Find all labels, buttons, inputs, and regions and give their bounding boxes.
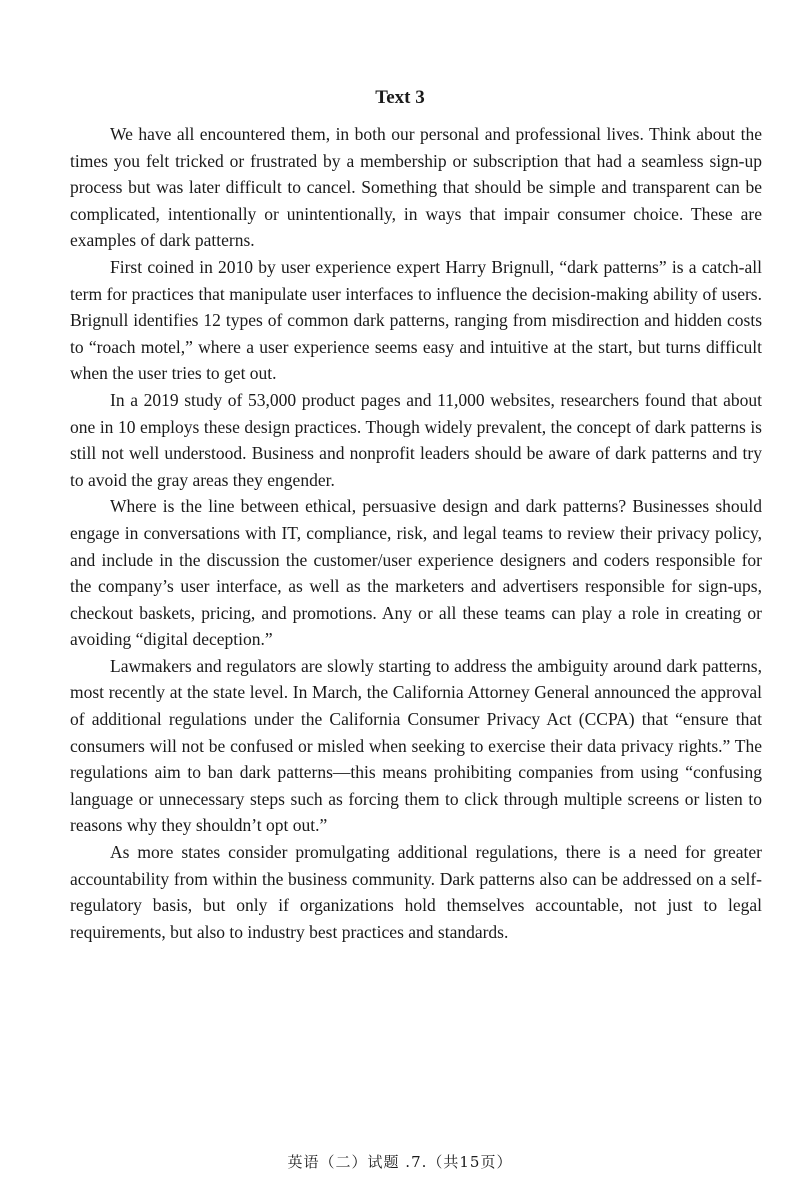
page-title: Text 3 — [375, 87, 425, 108]
page-footer: 英语（二）试题 .7.（共15页） — [287, 1153, 513, 1171]
paragraph-2: First coined in 2010 by user experience expert Harry Brignull, “dark patterns” is a catch-all term for practices that manipulate user interfaces to influence the decision-making ability of users. Brignull identifies 12 types of common dark patterns, ranging from misdirection and hidden costs to “roach motel,” where a user experience seems easy and intuitive at the start, but turns difficult when the user tries to get out. — [70, 256, 762, 384]
paragraph-5: Lawmakers and regulators are slowly starting to address the ambiguity around dark patterns, most recently at the state level. In March, the California Attorney General announced the approval of additional regulations under the California Consumer Privacy Act (CCPA) that “ensure that consumers will not be confused or misled when seeking to exercise their data privacy rights.” The regulations aim to ban dark patterns—this means prohibiting companies from using “confusing language or unnecessary steps such as forcing them to click through multiple screens or listen to reasons why they shouldn’t opt out.” — [70, 655, 762, 836]
paragraph-3: In a 2019 study of 53,000 product pages and 11,000 websites, researchers found that about one in 10 employs these design practices. Though widely prevalent, the concept of dark patterns is still not well understood. Business and nonprofit leaders should be aware of dark patterns and try to avoid the gray areas they engender. — [70, 389, 762, 490]
paragraph-1: We have all encountered them, in both our personal and professional lives. Think about the times you felt tricked or frustrated by a membership or subscription that had a seamless sign-up process but was later difficult to cancel. Something that should be simple and transparent can be complicated, intentionally or unintentionally, in ways that impair consumer choice. These are examples of dark patterns. — [70, 124, 762, 251]
passage-body — [70, 121, 762, 945]
paragraph-6: As more states consider promulgating additional regulations, there is a need for greater accountability from within the business community. Dark patterns also can be addressed on a self-regulatory basis, but only if organizations hold themselves accountable, not just to legal requirements, but also to industry best practices and standards. — [70, 842, 762, 942]
paragraph-4: Where is the line between ethical, persuasive design and dark patterns? Businesses should engage in conversations with IT, compliance, risk, and legal teams to review their privacy policy, and include in the discussion the customer/user experience designers and coders responsible for the company’s user interface, as well as the marketers and advertisers responsible for sign-ups, checkout baskets, pricing, and promotions. Any or all these teams can play a role in creating or avoiding “digital deception.” — [70, 496, 762, 650]
